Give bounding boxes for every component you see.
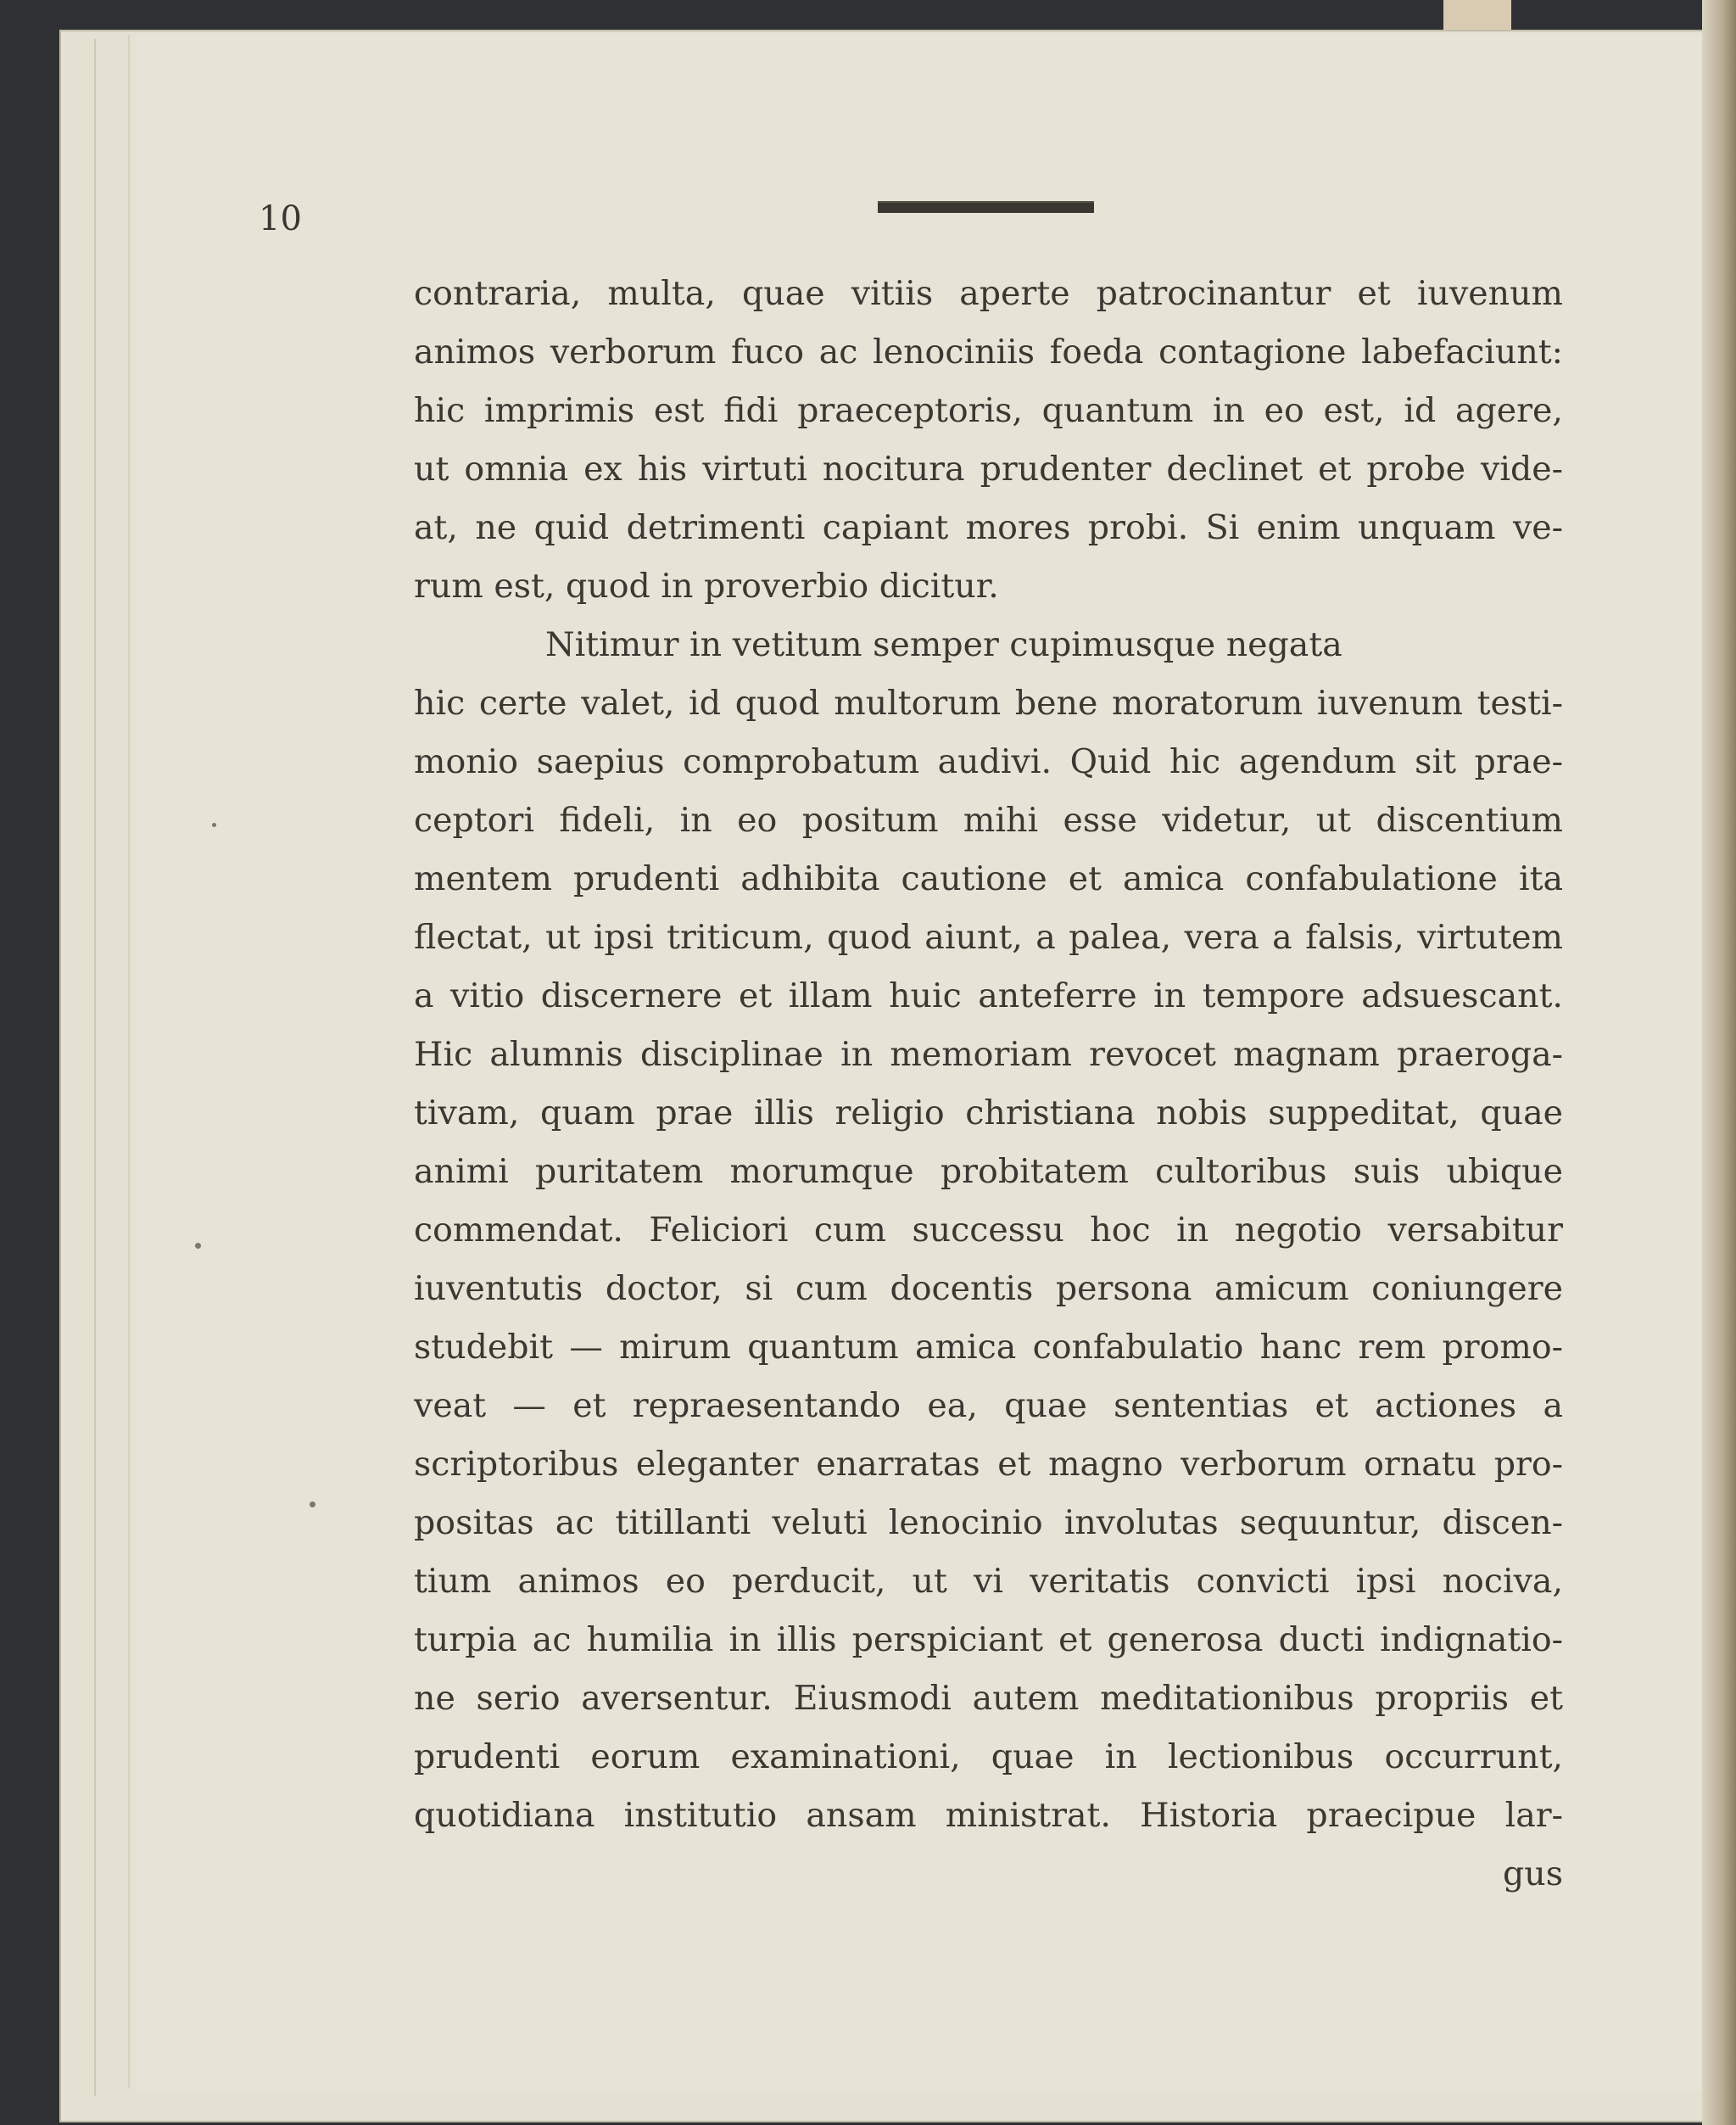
paper-speck	[212, 823, 216, 827]
catchword: gus	[1503, 1854, 1563, 1893]
text-line: animos verborum fuco ac lenociniis foeda contagione labefaciunt:	[414, 333, 1563, 372]
text-line: studebit — mirum quantum amica confabulatio hanc rem promo-	[414, 1328, 1563, 1367]
text-line: ut omnia ex his virtuti nocitura prudenter declinet et probe vide-	[414, 450, 1563, 489]
text-line: tium animos eo perducit, ut vi veritatis convicti ipsi nociva,	[414, 1562, 1563, 1601]
text-line: hic imprimis est fidi praeceptoris, quantum in eo est, id agere,	[414, 391, 1563, 430]
text-line: iuventutis doctor, si cum docentis persona amicum coniungere	[414, 1269, 1563, 1308]
text-line: turpia ac humilia in illis perspiciant et generosa ducti indignatio-	[414, 1620, 1563, 1659]
text-line: scriptoribus eleganter enarratas et magno verborum ornatu pro-	[414, 1445, 1563, 1484]
text-line: monio saepius comprobatum audivi. Quid hic agendum sit prae-	[414, 742, 1563, 781]
text-line: quotidiana institutio ansam ministrat. Historia praecipue lar-	[414, 1796, 1563, 1835]
text-line: a vitio discernere et illam huic anteferre in tempore adsuescant.	[414, 976, 1563, 1015]
paper-speck	[195, 1243, 201, 1249]
text-line: tivam, quam prae illis religio christiana nobis suppeditat, quae	[414, 1093, 1563, 1132]
text-line: veat — et repraesentando ea, quae sententias et actiones a	[414, 1386, 1563, 1425]
text-line: animi puritatem morumque probitatem cultoribus suis ubique	[414, 1152, 1563, 1191]
text-line: mentem prudenti adhibita cautione et amica confabulatione ita	[414, 859, 1563, 898]
text-line: at, ne quid detrimenti capiant mores probi. Si enim unquam ve-	[414, 508, 1563, 547]
text-line: Hic alumnis disciplinae in memoriam revocet magnam praeroga-	[414, 1035, 1563, 1074]
body-text	[414, 265, 1563, 1904]
text-line: positas ac titillanti veluti lenocinio involutas sequuntur, discen-	[414, 1503, 1563, 1542]
text-line: flectat, ut ipsi triticum, quod aiunt, a palea, vera a falsis, virtutem	[414, 918, 1563, 957]
text-line: commendat. Feliciori cum successu hoc in negotio versabitur	[414, 1211, 1563, 1250]
header-ornament-rule	[878, 201, 1094, 213]
text-line: rum est, quod in proverbio dicitur.	[414, 567, 999, 606]
paper-speck	[310, 1501, 315, 1507]
spine-edge	[1702, 0, 1736, 2125]
text-line: ceptori fideli, in eo positum mihi esse videtur, ut discentium	[414, 801, 1563, 840]
text-line: contraria, multa, quae vitiis aperte patrocinantur et iuvenum	[414, 274, 1563, 313]
text-line: prudenti eorum examinationi, quae in lectionibus occurrunt,	[414, 1737, 1563, 1776]
verse-quotation: Nitimur in vetitum semper cupimusque negata	[545, 625, 1342, 664]
paper-tab	[1443, 0, 1511, 30]
text-line: hic certe valet, id quod multorum bene moratorum iuvenum testi-	[414, 684, 1563, 723]
page-number: 10	[259, 199, 302, 238]
text-line: ne serio aversentur. Eiusmodi autem meditationibus propriis et	[414, 1679, 1563, 1718]
